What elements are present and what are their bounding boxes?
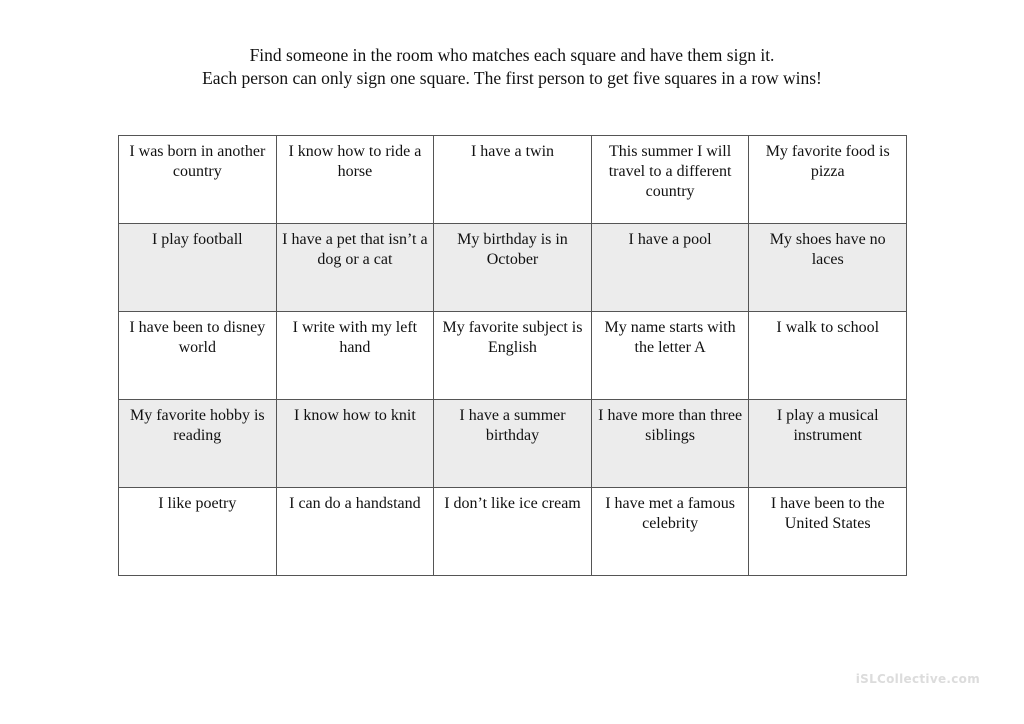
bingo-grid [118, 135, 907, 576]
grid-cell: I know how to ride a horse [276, 136, 434, 224]
grid-row [119, 224, 907, 312]
grid-cell: I have a summer birthday [434, 400, 592, 488]
grid-cell: I know how to knit [276, 400, 434, 488]
grid-cell: I don’t like ice cream [434, 488, 592, 576]
grid-cell: I can do a handstand [276, 488, 434, 576]
instructions-line-1: Find someone in the room who matches each square and have them sign it. [249, 45, 775, 65]
watermark: iSLCollective.com [855, 672, 980, 686]
grid-cell: My birthday is in October [434, 224, 592, 312]
grid-cell: My favorite food is pizza [749, 136, 907, 224]
grid-cell: I write with my left hand [276, 312, 434, 400]
grid-cell: My shoes have no laces [749, 224, 907, 312]
grid-row [119, 488, 907, 576]
grid-cell: I have a twin [434, 136, 592, 224]
grid-cell: I walk to school [749, 312, 907, 400]
grid-cell: I like poetry [119, 488, 277, 576]
grid-cell: My favorite hobby is reading [119, 400, 277, 488]
instructions-line-2: Each person can only sign one square. The first person to get five squares in a row wins! [202, 68, 822, 88]
grid-cell: I was born in another country [119, 136, 277, 224]
grid-cell: I have more than three siblings [591, 400, 749, 488]
grid-cell: I play football [119, 224, 277, 312]
grid-cell: I have been to disney world [119, 312, 277, 400]
grid-cell: My favorite subject is English [434, 312, 592, 400]
grid-cell: I have a pet that isn’t a dog or a cat [276, 224, 434, 312]
grid-cell: This summer I will travel to a different country [591, 136, 749, 224]
grid-row [119, 136, 907, 224]
grid-row [119, 312, 907, 400]
grid-cell: My name starts with the letter A [591, 312, 749, 400]
grid-row [119, 400, 907, 488]
grid-cell: I play a musical instrument [749, 400, 907, 488]
grid-cell: I have been to the United States [749, 488, 907, 576]
grid-cell: I have a pool [591, 224, 749, 312]
grid-cell: I have met a famous celebrity [591, 488, 749, 576]
instructions [0, 44, 1024, 90]
